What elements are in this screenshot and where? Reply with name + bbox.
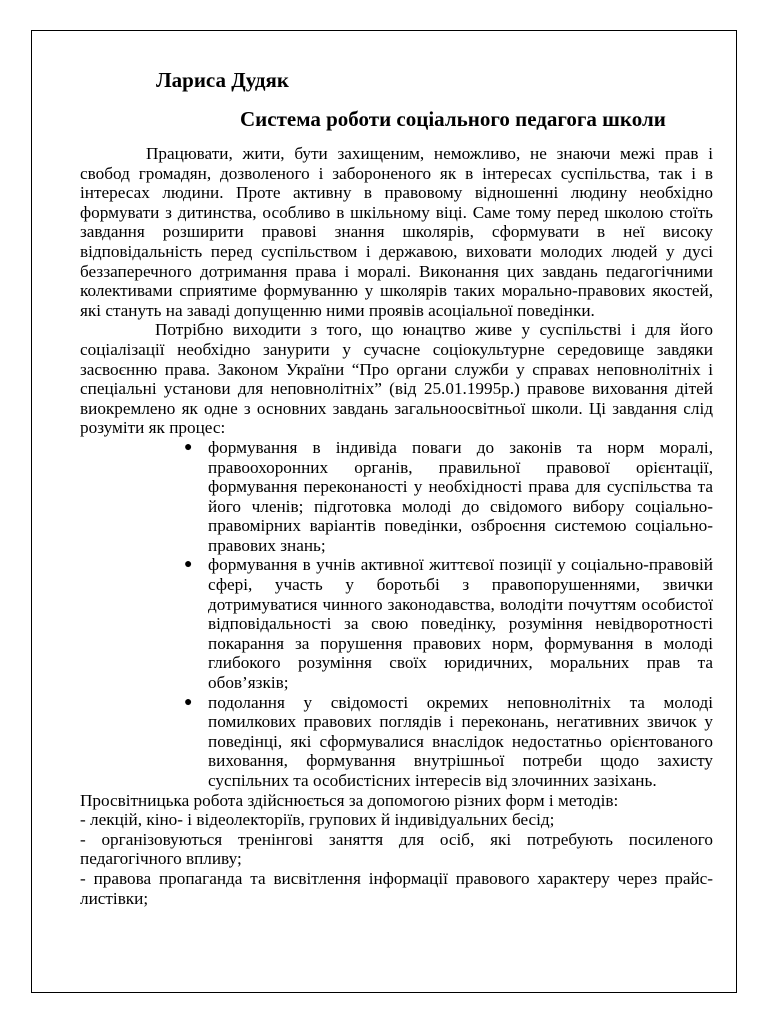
- methods-item: - організовуються тренінгові заняття для осіб, які потребують посиленого педагогічного впливу;: [80, 829, 713, 869]
- bullet-icon: ●: [184, 694, 193, 710]
- author-name: Лариса Дудяк: [156, 68, 289, 92]
- bullet-icon: ●: [184, 557, 193, 573]
- paragraph-2: Потрібно виходити з того, що юнацтво живе у суспільстві і для його соціалізації необхідно занурити у сучасне соціокультурне середовище завдяки засвоєнню права. Законом України “Про органи служби у справах неповнолітніх і спеціальні установи для неповнолітніх” (від 25.01.1995р.) правове виховання дітей виокремлено як одне з основних завдань загальноосвітньої школи. Ці завдання слід розуміти як процес:: [80, 320, 713, 438]
- list-item-text: формування в індивіда поваги до законів та норм моралі, правоохоронних органів, правильної правової орієнтації, формування переконаності у необхідності права для суспільства та його членів; підготовка молоді до свідомого вибору соціально-правомірних варіантів поведінки, озброєння системою соціально-правових знань;: [208, 437, 713, 555]
- methods-intro: Просвітницька робота здійснюється за допомогою різних форм і методів:: [80, 790, 619, 810]
- list-item-text: формування в учнів активної життєвої позиції у соціально-правовій сфері, участь у боротьбі з правопорушеннями, звички дотримуватися чинного законодавства, володіти почуттям особистої відповідальності за свою поведінку, розуміння невідворотності покарання за порушення правових норм, формування в молоді глибокого розуміння своїх юридичних, моральних прав та обов’язків;: [208, 555, 713, 693]
- paragraph-1: Працювати, жити, бути захищеним, неможливо, не знаючи межі прав і свобод громадян, дозволеного і забороненого як в інтересах суспільства, так і в інтересах людини. Проте активну в правовому відношенні людину необхідно формувати з дитинства, особливо в шкільному віці. Саме тому перед школою стоїть завдання розширити правові знання школярів, сформувати в неї високу відповідальність перед суспільством і державою, виховати молодих людей у дусі беззаперечного дотримання права і моралі. Виконання цих завдань педагогічними колективами сприятиме формуванню у школярів таких морально-правових якостей, які стануть на заваді допущенню ними проявів асоціальної поведінки.: [80, 144, 713, 320]
- list-item-text: подолання у свідомості окремих неповнолітніх та молоді помилкових правових поглядів і переконань, негативних звичок у поведінці, які сформувалися внаслідок недостатньо орієнтованого виховання, формування внутрішньої потреби щодо захисту суспільних та особистісних інтересів від злочинних зазіхань.: [208, 692, 713, 790]
- bullet-list: [80, 438, 713, 791]
- list-item: [184, 692, 713, 791]
- list-item: [184, 437, 713, 556]
- list-item: [184, 555, 713, 693]
- methods-item: - лекцій, кіно- і відеолекторіїв, групових й індивідуальних бесід;: [80, 810, 555, 830]
- document-body: [80, 144, 713, 908]
- bullet-icon: ●: [184, 439, 193, 455]
- document-title: Система роботи соціального педагога школи: [240, 107, 666, 131]
- methods-item: - правова пропаганда та висвітлення інформації правового характеру через прайс-листівки;: [80, 868, 713, 908]
